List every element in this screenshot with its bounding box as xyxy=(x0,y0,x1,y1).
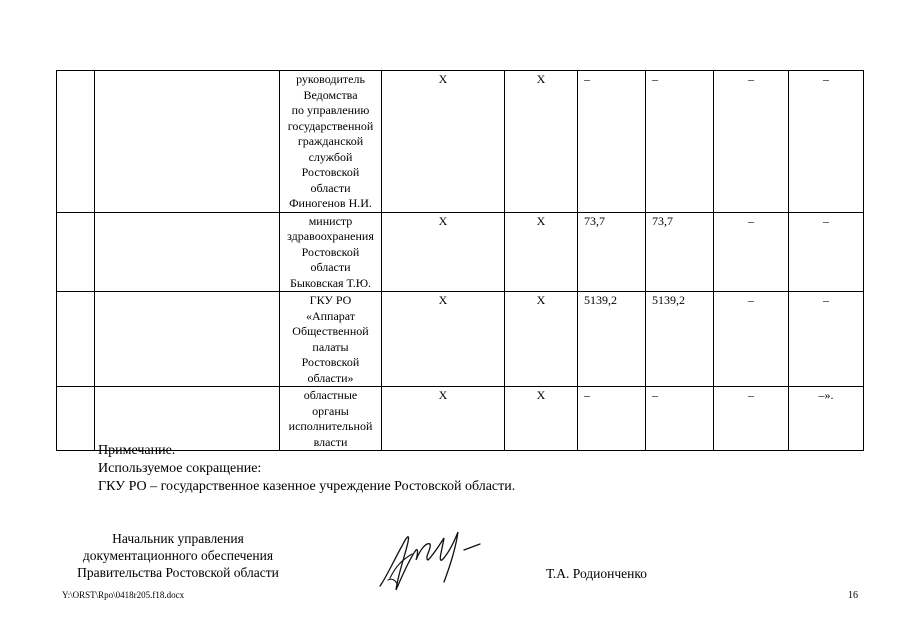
organization-line: области» xyxy=(307,370,354,385)
cell-organization xyxy=(280,212,382,292)
cell-value-8: – xyxy=(714,292,789,387)
cell-value-8: – xyxy=(714,212,789,292)
cell-value-5: Х xyxy=(505,387,578,451)
cell-value-7: 5139,2 xyxy=(646,292,714,387)
organization-line: Быковская Т.Ю. xyxy=(289,275,372,290)
cell-value-9: – xyxy=(789,212,864,292)
organization-line: Общественной xyxy=(292,324,369,338)
cell-value-6: – xyxy=(578,387,646,451)
organization-line: Финогенов Н.И. xyxy=(289,196,372,210)
cell-value-6: – xyxy=(578,71,646,213)
cell-number xyxy=(57,212,95,292)
note-title: Примечание. xyxy=(98,443,176,458)
page-number: 16 xyxy=(848,590,858,601)
cell-value-7: 73,7 xyxy=(646,212,714,292)
organization-line: области xyxy=(310,260,351,274)
organization-line: государственной xyxy=(287,118,374,133)
organization-line: Ростовской xyxy=(301,165,360,179)
organization-line: области xyxy=(310,180,351,195)
cell-value-9: – xyxy=(789,292,864,387)
cell-value-7: – xyxy=(646,387,714,451)
table-row xyxy=(57,212,864,292)
cell-number xyxy=(57,71,95,213)
table-body xyxy=(57,71,864,451)
signatory-title-line-1: Начальник управления xyxy=(112,531,244,546)
file-path: Y:\ORST\Rpo\0418r205.f18.docx xyxy=(62,590,185,600)
note-abbrev-definition: ГКУ РО – государственное казенное учреждение Ростовской области. xyxy=(98,479,516,494)
organization-line: руководитель xyxy=(296,72,365,86)
organization-line: палаты xyxy=(312,339,349,354)
cell-value-4: Х xyxy=(382,212,505,292)
cell-value-6: 73,7 xyxy=(578,212,646,292)
cell-organization xyxy=(280,71,382,213)
cell-name xyxy=(95,212,280,292)
handwritten-signature xyxy=(372,520,492,600)
organization-line: гражданской xyxy=(297,134,364,148)
cell-value-4: Х xyxy=(382,71,505,213)
organization-line: здравоохранения xyxy=(287,229,374,243)
budget-table xyxy=(56,70,864,451)
organization-line: ГКУ РО xyxy=(309,293,352,307)
cell-name xyxy=(95,292,280,387)
cell-value-8: – xyxy=(714,71,789,213)
cell-number xyxy=(57,292,95,387)
cell-organization xyxy=(280,292,382,387)
cell-name xyxy=(95,387,280,451)
signatory-title xyxy=(58,530,298,581)
cell-value-9: –». xyxy=(789,387,864,451)
signatory-name: Т.А. Родионченко xyxy=(546,566,647,581)
cell-value-9: – xyxy=(789,71,864,213)
organization-line: службой xyxy=(308,149,353,164)
organization-line: областные xyxy=(303,388,358,402)
organization-line: по управлению xyxy=(291,103,370,117)
cell-value-5: Х xyxy=(505,292,578,387)
signatory-title-line-3: Правительства Ростовской области xyxy=(77,565,279,580)
organization-line: исполнительной xyxy=(288,419,373,433)
organization-line: «Аппарат xyxy=(305,308,356,323)
cell-value-7: – xyxy=(646,71,714,213)
cell-value-8: – xyxy=(714,387,789,451)
organization-line: власти xyxy=(313,434,348,449)
organization-line: Ростовской xyxy=(301,355,360,369)
note-abbrev-header: Используемое сокращение: xyxy=(98,461,262,476)
cell-value-4: Х xyxy=(382,292,505,387)
signatory-title-line-2: документационного обеспечения xyxy=(82,548,274,563)
organization-line: Ростовской xyxy=(301,244,360,259)
organization-line: министр xyxy=(308,213,353,228)
cell-organization xyxy=(280,387,382,451)
cell-value-6: 5139,2 xyxy=(578,292,646,387)
note-section xyxy=(98,442,515,496)
cell-value-4: Х xyxy=(382,387,505,451)
organization-line: Ведомства xyxy=(303,87,358,102)
cell-name xyxy=(95,71,280,213)
table-row xyxy=(57,71,864,213)
cell-number xyxy=(57,387,95,451)
organization-line: органы xyxy=(312,403,349,418)
table-row xyxy=(57,292,864,387)
cell-value-5: Х xyxy=(505,71,578,213)
table-row xyxy=(57,387,864,451)
cell-value-5: Х xyxy=(505,212,578,292)
